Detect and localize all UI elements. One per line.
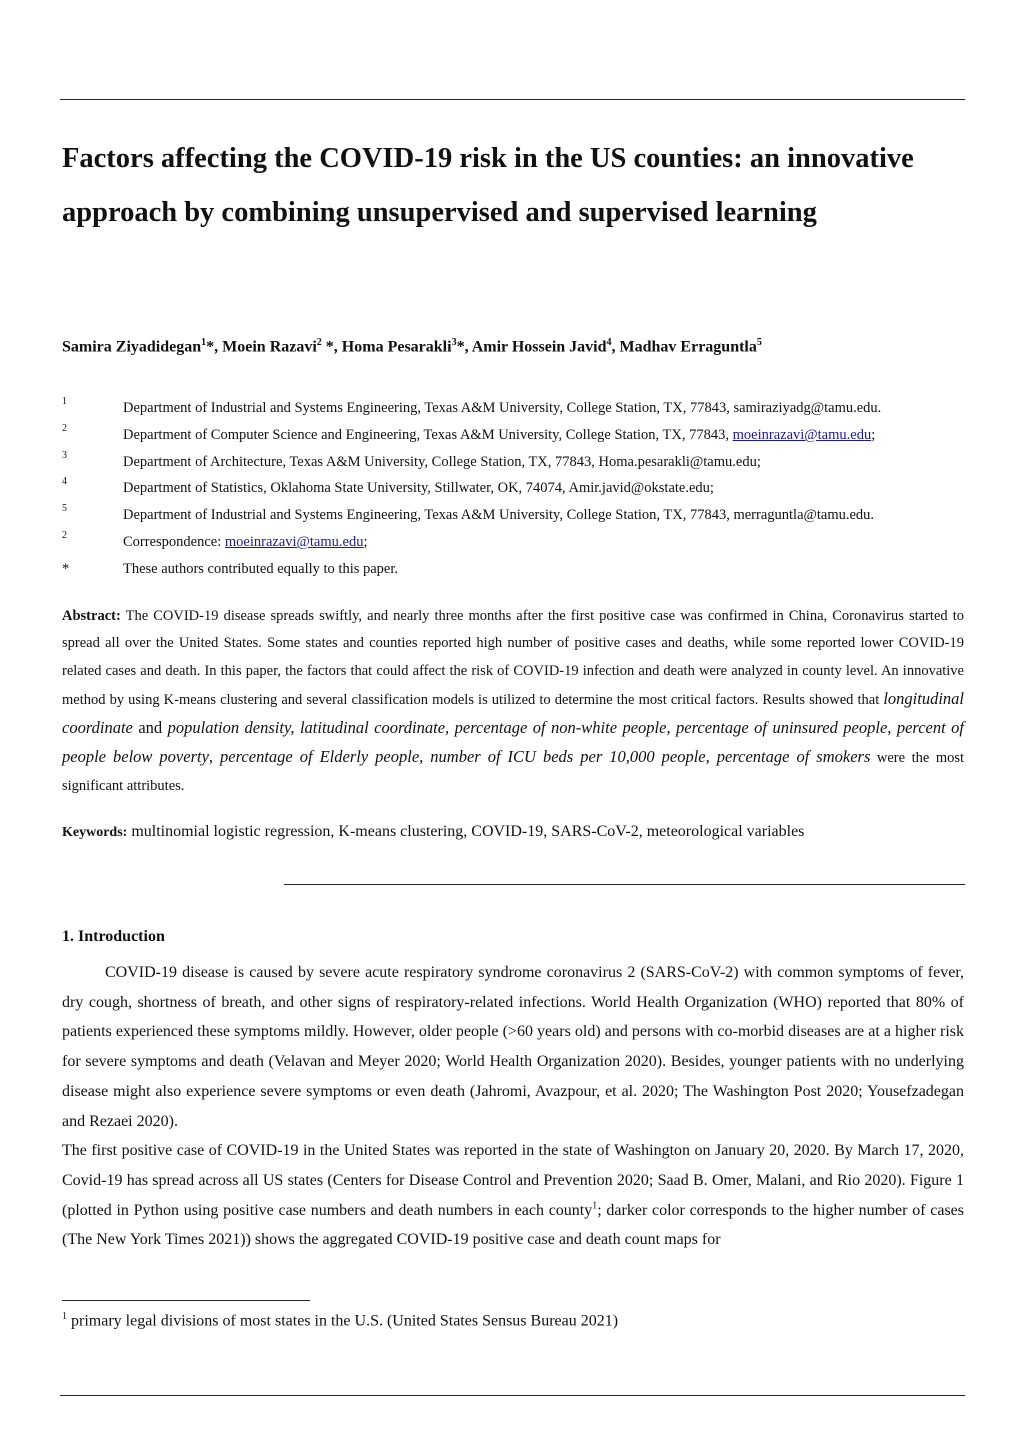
correspondence-email-link[interactable]: moeinrazavi@tamu.edu [224, 534, 364, 550]
affiliation-tail: ; [363, 534, 368, 550]
author-name: Homa Pesarakli [341, 338, 452, 356]
affiliation-text: Department of Architecture, Texas A&M University, College Station, TX, 77843, Homa.pesarakli@tamu.edu; [123, 454, 761, 470]
author-name: Madhav Erraguntla [619, 338, 757, 356]
section-divider [284, 884, 965, 885]
email-link[interactable]: moeinrazavi@tamu.edu [732, 427, 872, 443]
correspondence-label: Correspondence: [123, 534, 225, 550]
introduction-body [62, 958, 964, 1255]
top-rule [60, 99, 965, 100]
affiliation-number: 2 [62, 530, 67, 541]
affiliation-number: 1 [62, 396, 67, 407]
paragraph: The first positive case of COVID-19 in the United States was reported in the state of Washington on January 20, 2020. By March 17, 2020, Covid-19 has spread across all US states (Centers for Disease Control and Prevention 2020; Saad B. Omer, Malani, and Rio 2020). Figure 1 (plotted in Python using positive case numbers and death numbers in each county$^1$; darker color corresponds to the higher number of cases (The New York Times 2021)) shows the aggregated COVID-19 positive case and death count maps for [62, 1142, 964, 1249]
author-list: Samira Ziyadidegan$^1$*, Moein Razavi$^2$ *, Homa Pesarakli$^3$*, Amir Hossein Javid$^4$, Madhav Erraguntla$^5$ [62, 337, 762, 356]
affiliation-number: 4 [62, 476, 67, 487]
asterisk-mark: * [62, 561, 70, 577]
affiliation-number: 2 [62, 423, 67, 434]
keywords-label: Keywords: [62, 825, 128, 840]
author-name: Amir Hossein Javid [471, 338, 607, 356]
abstract-italic: population density, latitudinal coordinate, percentage of non-white people, percentage of uninsured people, percent of people below poverty [62, 718, 965, 767]
author-affil-sup: 3 [451, 337, 457, 348]
author-affil-sup: 5 [756, 337, 762, 348]
section-heading: 1. Introduction [62, 928, 165, 945]
author-name: Moein Razavi [222, 338, 317, 356]
affiliation-text: Department of Statistics, Oklahoma State University, Stillwater, OK, 74074, Amir.javid@okstate.edu; [123, 480, 714, 496]
footnote-text: primary legal divisions of most states in the U.S. (United States Sensus Bureau 2021) [67, 1312, 619, 1330]
author-affil-sup: 2 [316, 337, 322, 348]
author-affil-sup: 4 [606, 337, 612, 348]
author-affil-sup: 1 [201, 337, 207, 348]
abstract: Abstract: The COVID-19 disease spreads swiftly, and nearly three months after the first positive case was confirmed in China, Coronavirus started to spread all over the United States. Some states and counties reported high number of positive cases and deaths, while some reported lower COVID-19 related cases and death. In this paper, the factors that could affect the risk of COVID-19 infection and death were analyzed in county level. An innovative method by using K-means clustering and several classification models is utilized to determine the most critical factors. Results showed that longitudinal coordinate and population density, latitudinal coordinate, percentage of non-white people, percentage of uninsured people, percent of people below poverty, percentage of Elderly people, number of ICU beds per 10,000 people, percentage of smokers were the most significant attributes. [62, 608, 965, 794]
affiliation-number: 3 [62, 450, 67, 461]
abstract-italic: longitudinal coordinate [62, 688, 964, 738]
footnote-ref[interactable]: 1 [592, 1200, 598, 1212]
paragraph: COVID-19 disease is caused by severe acute respiratory syndrome coronavirus 2 (SARS-CoV-2) with common symptoms of fever, dry cough, shortness of breath, and other signs of respiratory-related infections. World Health Organization (WHO) reported that 80% of patients experienced these symptoms mildly. However, older people (>60 years old) and persons with co-morbid diseases are at a higher risk for severe symptoms and death (Velavan and Meyer 2020; World Health Organization 2020). Besides, younger patients with no underlying disease might also experience severe symptoms or even death (Jahromi, Avazpour, et al. 2020; The Washington Post 2020; Yousefzadegan and Rezaei 2020). [62, 964, 964, 1130]
footnote [62, 1311, 618, 1330]
affiliation-text: Department of Industrial and Systems Engineering, Texas A&M University, College Station, TX, 77843, samiraziyadg@tamu.edu. [123, 400, 882, 416]
paper-title: Factors affecting the COVID-19 risk in the US counties: an innovative approach by combining unsupervised and supervised learning [62, 143, 914, 228]
author-mark: * [206, 338, 215, 356]
abstract-italic: percentage of Elderly people, number of ICU beds per 10,000 people, percentage of smokers [220, 747, 871, 767]
author-mark: * [321, 338, 334, 356]
author-mark: * [456, 338, 465, 356]
affiliation-number: 5 [62, 503, 67, 514]
footnote-number: 1 [62, 1311, 67, 1322]
footnote-rule [62, 1300, 310, 1301]
keywords [62, 823, 804, 841]
affiliation-tail: ; [871, 427, 876, 443]
author-name: Samira Ziyadidegan [62, 338, 202, 356]
abstract-label: Abstract: [62, 608, 121, 624]
bottom-rule [60, 1395, 965, 1396]
keywords-text: multinomial logistic regression, K-means clustering, COVID-19, SARS-CoV-2, meteorological variables [127, 823, 805, 840]
affiliation-text: Department of Industrial and Systems Engineering, Texas A&M University, College Station, TX, 77843, merraguntla@tamu.edu. [123, 507, 875, 523]
affiliation-text: These authors contributed equally to this paper. [123, 561, 399, 577]
affiliation-text: Department of Computer Science and Engineering, Texas A&M University, College Station, TX, 77843, [123, 427, 733, 443]
